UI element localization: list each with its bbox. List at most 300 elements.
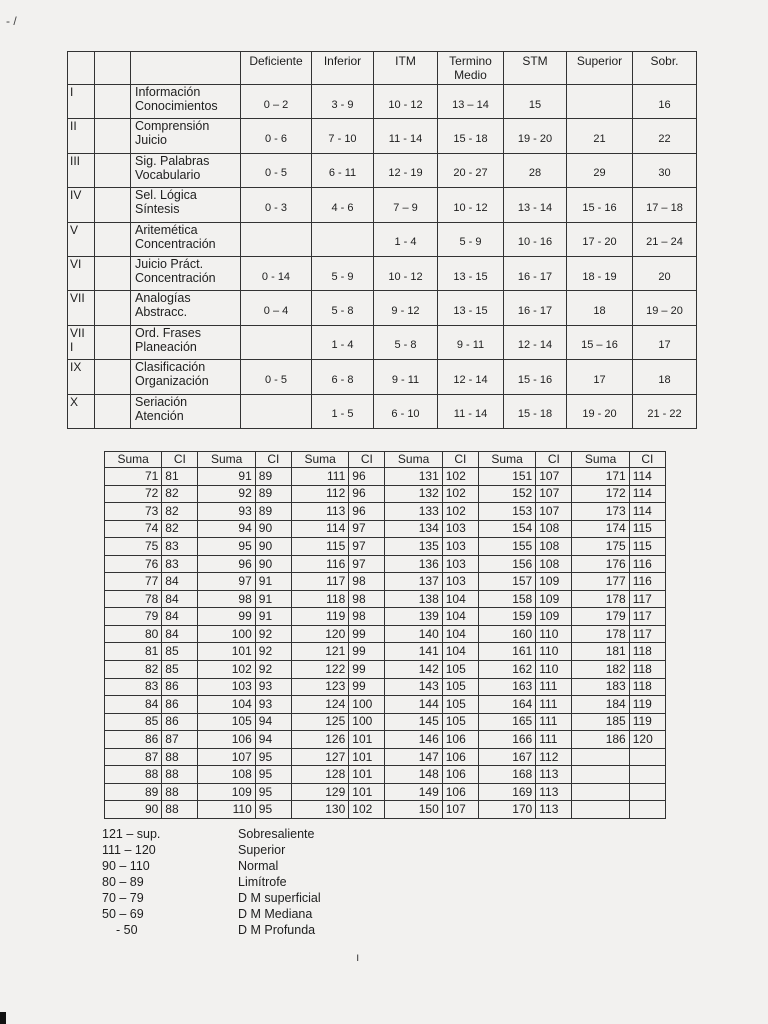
subtest-name-line1: Analogías bbox=[135, 291, 191, 306]
ci-value: 86 bbox=[162, 678, 198, 696]
ci-value bbox=[629, 783, 665, 801]
suma-value: 81 bbox=[105, 643, 162, 661]
suma-value: 71 bbox=[105, 468, 162, 486]
suma-value: 179 bbox=[572, 608, 629, 626]
ci-value: 91 bbox=[255, 573, 291, 591]
score-range-cell: 13 – 14 bbox=[438, 85, 504, 119]
ci-value: 117 bbox=[629, 625, 665, 643]
ci-value: 109 bbox=[536, 608, 572, 626]
ci-value: 105 bbox=[442, 661, 478, 679]
ci-value: 104 bbox=[442, 625, 478, 643]
score-range-cell bbox=[567, 85, 633, 119]
ci-value: 96 bbox=[349, 503, 385, 521]
ci-value: 116 bbox=[629, 573, 665, 591]
suma-value: 144 bbox=[385, 696, 442, 714]
suma-value: 152 bbox=[478, 485, 535, 503]
score-range-cell bbox=[241, 394, 312, 428]
scale-header-row bbox=[68, 52, 697, 85]
suma-value: 153 bbox=[478, 503, 535, 521]
suma-value: 167 bbox=[478, 748, 535, 766]
subtest-name-cell bbox=[131, 291, 241, 325]
ci-value: 118 bbox=[629, 661, 665, 679]
suma-value: 82 bbox=[105, 661, 162, 679]
suma-value: 80 bbox=[105, 625, 162, 643]
ci-value: 104 bbox=[442, 590, 478, 608]
suma-value: 126 bbox=[291, 731, 348, 749]
scale-row bbox=[68, 119, 697, 153]
suma-value: 84 bbox=[105, 696, 162, 714]
ci-value: 93 bbox=[255, 678, 291, 696]
ci-value: 103 bbox=[442, 555, 478, 573]
score-range-cell: 3 - 9 bbox=[312, 85, 374, 119]
conversion-row bbox=[105, 731, 666, 749]
score-range-cell: 17 bbox=[633, 325, 697, 359]
score-range-cell: 4 - 6 bbox=[312, 188, 374, 222]
ci-header: CI bbox=[629, 452, 665, 468]
ci-value: 101 bbox=[349, 731, 385, 749]
legend-row bbox=[102, 842, 362, 858]
subtest-name-cell bbox=[131, 85, 241, 119]
score-range-cell: 30 bbox=[633, 153, 697, 187]
ci-value: 84 bbox=[162, 573, 198, 591]
score-range-cell: 0 - 5 bbox=[241, 153, 312, 187]
score-range-cell: 29 bbox=[567, 153, 633, 187]
suma-value: 146 bbox=[385, 731, 442, 749]
score-range-cell: 5 - 9 bbox=[438, 222, 504, 256]
ci-value bbox=[629, 801, 665, 819]
suma-value: 121 bbox=[291, 643, 348, 661]
conversion-row bbox=[105, 538, 666, 556]
score-range-cell: 12 - 14 bbox=[438, 360, 504, 394]
suma-value: 123 bbox=[291, 678, 348, 696]
ci-value: 107 bbox=[536, 468, 572, 486]
ci-header: CI bbox=[162, 452, 198, 468]
ci-value bbox=[629, 748, 665, 766]
ci-value: 116 bbox=[629, 555, 665, 573]
subtest-name-line1: Ord. Frases bbox=[135, 325, 201, 340]
ci-value: 94 bbox=[255, 713, 291, 731]
suma-value: 79 bbox=[105, 608, 162, 626]
ci-value: 101 bbox=[349, 766, 385, 784]
ci-value: 81 bbox=[162, 468, 198, 486]
suma-value: 118 bbox=[291, 590, 348, 608]
ci-value: 117 bbox=[629, 608, 665, 626]
conversion-row bbox=[105, 661, 666, 679]
score-range-cell: 16 - 17 bbox=[504, 291, 567, 325]
suma-value: 139 bbox=[385, 608, 442, 626]
blank-cell bbox=[95, 394, 131, 428]
bottom-left-mark bbox=[0, 1012, 6, 1024]
ci-value: 85 bbox=[162, 661, 198, 679]
conversion-header-row bbox=[105, 452, 666, 468]
ci-value: 114 bbox=[629, 485, 665, 503]
subtest-name-line1: Información bbox=[135, 85, 201, 99]
suma-value: 112 bbox=[291, 485, 348, 503]
suma-value: 98 bbox=[198, 590, 255, 608]
suma-value: 157 bbox=[478, 573, 535, 591]
legend-label: D M Mediana bbox=[238, 907, 313, 921]
roman-numeral-cell: IX bbox=[68, 360, 95, 394]
score-range-cell: 5 - 9 bbox=[312, 256, 374, 290]
ci-value: 101 bbox=[349, 748, 385, 766]
subtest-name-line1: Juicio Práct. bbox=[135, 256, 204, 271]
score-range-cell: 10 - 12 bbox=[374, 85, 438, 119]
ci-value: 89 bbox=[255, 485, 291, 503]
suma-value: 182 bbox=[572, 661, 629, 679]
score-range-cell: 13 - 15 bbox=[438, 291, 504, 325]
ci-value: 86 bbox=[162, 713, 198, 731]
ci-value: 82 bbox=[162, 520, 198, 538]
suma-value bbox=[572, 748, 629, 766]
ci-value: 94 bbox=[255, 731, 291, 749]
scale-row bbox=[68, 85, 697, 119]
ci-value: 83 bbox=[162, 555, 198, 573]
subtest-name-cell bbox=[131, 325, 241, 359]
suma-value: 94 bbox=[198, 520, 255, 538]
ci-value: 105 bbox=[442, 678, 478, 696]
ci-value: 97 bbox=[349, 520, 385, 538]
suma-value: 178 bbox=[572, 590, 629, 608]
roman-numeral-cell: VII I bbox=[68, 325, 95, 359]
score-range-cell: 21 bbox=[567, 119, 633, 153]
suma-header: Suma bbox=[478, 452, 535, 468]
suma-value bbox=[572, 783, 629, 801]
roman-numeral-cell: V bbox=[68, 222, 95, 256]
suma-value: 185 bbox=[572, 713, 629, 731]
ci-value: 84 bbox=[162, 625, 198, 643]
ci-value: 98 bbox=[349, 573, 385, 591]
suma-value: 109 bbox=[198, 783, 255, 801]
suma-value: 141 bbox=[385, 643, 442, 661]
suma-value: 107 bbox=[198, 748, 255, 766]
ci-value: 111 bbox=[536, 731, 572, 749]
ci-value: 113 bbox=[536, 783, 572, 801]
scale-row bbox=[68, 256, 697, 290]
suma-value: 138 bbox=[385, 590, 442, 608]
ci-value: 104 bbox=[442, 643, 478, 661]
suma-value: 91 bbox=[198, 468, 255, 486]
ci-value: 114 bbox=[629, 503, 665, 521]
roman-numeral-cell: I bbox=[68, 85, 95, 119]
ci-value: 114 bbox=[629, 468, 665, 486]
suma-value: 101 bbox=[198, 643, 255, 661]
sum-to-ci-conversion-table bbox=[104, 451, 666, 819]
score-range-cell: 5 - 8 bbox=[312, 291, 374, 325]
suma-value: 87 bbox=[105, 748, 162, 766]
corner-mark: - / bbox=[6, 14, 17, 28]
score-range-cell bbox=[312, 222, 374, 256]
suma-value: 105 bbox=[198, 713, 255, 731]
scale-header-cell bbox=[68, 52, 95, 85]
ci-value: 108 bbox=[536, 555, 572, 573]
score-range-cell: 1 - 4 bbox=[312, 325, 374, 359]
score-range-cell: 0 - 5 bbox=[241, 360, 312, 394]
legend-label: Limítrofe bbox=[238, 875, 287, 889]
score-range-cell bbox=[241, 222, 312, 256]
suma-value: 96 bbox=[198, 555, 255, 573]
score-range-cell: 9 - 12 bbox=[374, 291, 438, 325]
ci-value: 92 bbox=[255, 661, 291, 679]
scale-row bbox=[68, 222, 697, 256]
ci-header: CI bbox=[442, 452, 478, 468]
ci-value: 103 bbox=[442, 538, 478, 556]
score-range-cell: 9 - 11 bbox=[438, 325, 504, 359]
score-range-cell: 22 bbox=[633, 119, 697, 153]
suma-value: 93 bbox=[198, 503, 255, 521]
subtest-name-line2: Concentración bbox=[135, 236, 216, 251]
suma-header: Suma bbox=[198, 452, 255, 468]
scale-header-cell: Termino Medio bbox=[438, 52, 504, 85]
ci-value: 119 bbox=[629, 696, 665, 714]
subtest-name-line2: Planeación bbox=[135, 339, 197, 354]
score-range-cell: 19 – 20 bbox=[633, 291, 697, 325]
legend-range: 111 – 120 bbox=[102, 843, 156, 857]
blank-cell bbox=[95, 85, 131, 119]
score-range-cell: 10 - 12 bbox=[438, 188, 504, 222]
suma-value: 130 bbox=[291, 801, 348, 819]
conversion-row bbox=[105, 608, 666, 626]
score-range-cell: 17 – 18 bbox=[633, 188, 697, 222]
suma-value: 78 bbox=[105, 590, 162, 608]
suma-value: 174 bbox=[572, 520, 629, 538]
score-range-cell: 6 - 10 bbox=[374, 394, 438, 428]
subtest-name-cell bbox=[131, 222, 241, 256]
suma-value: 111 bbox=[291, 468, 348, 486]
ci-value bbox=[629, 766, 665, 784]
subtest-name-line2: Organización bbox=[135, 374, 209, 389]
suma-value bbox=[572, 801, 629, 819]
suma-value: 83 bbox=[105, 678, 162, 696]
ci-value: 102 bbox=[442, 485, 478, 503]
suma-value: 74 bbox=[105, 520, 162, 538]
suma-value: 108 bbox=[198, 766, 255, 784]
ci-value: 112 bbox=[536, 748, 572, 766]
subtest-name-line2: Abstracc. bbox=[135, 305, 188, 320]
suma-value: 183 bbox=[572, 678, 629, 696]
ci-value: 91 bbox=[255, 608, 291, 626]
subtest-name-line1: Clasificación bbox=[135, 360, 206, 375]
page-mark: ı bbox=[356, 950, 360, 964]
ci-value: 113 bbox=[536, 801, 572, 819]
subtest-name-line2: Atención bbox=[135, 408, 184, 423]
suma-value: 178 bbox=[572, 625, 629, 643]
suma-value: 148 bbox=[385, 766, 442, 784]
suma-value: 155 bbox=[478, 538, 535, 556]
suma-value: 156 bbox=[478, 555, 535, 573]
suma-value: 103 bbox=[198, 678, 255, 696]
ci-value: 84 bbox=[162, 590, 198, 608]
score-range-cell: 20 bbox=[633, 256, 697, 290]
subtest-name-line2: Conocimientos bbox=[135, 99, 218, 113]
ci-value: 92 bbox=[255, 625, 291, 643]
blank-cell bbox=[95, 119, 131, 153]
legend-label: Superior bbox=[238, 843, 286, 857]
score-range-cell: 12 - 14 bbox=[504, 325, 567, 359]
ci-value: 106 bbox=[442, 748, 478, 766]
conversion-row bbox=[105, 713, 666, 731]
scale-range-table bbox=[67, 51, 697, 429]
score-range-cell: 11 - 14 bbox=[374, 119, 438, 153]
legend-row bbox=[102, 858, 362, 874]
ci-value: 90 bbox=[255, 555, 291, 573]
score-range-cell: 18 bbox=[633, 360, 697, 394]
ci-value: 120 bbox=[629, 731, 665, 749]
ci-value: 108 bbox=[536, 520, 572, 538]
conversion-row bbox=[105, 801, 666, 819]
ci-value: 102 bbox=[349, 801, 385, 819]
score-range-cell: 17 bbox=[567, 360, 633, 394]
suma-header: Suma bbox=[572, 452, 629, 468]
suma-value: 128 bbox=[291, 766, 348, 784]
scale-header-cell bbox=[95, 52, 131, 85]
suma-value: 143 bbox=[385, 678, 442, 696]
suma-value: 131 bbox=[385, 468, 442, 486]
ci-value: 92 bbox=[255, 643, 291, 661]
ci-value: 106 bbox=[442, 731, 478, 749]
ci-value: 101 bbox=[349, 783, 385, 801]
suma-value: 117 bbox=[291, 573, 348, 591]
legend-row bbox=[102, 826, 362, 842]
subtest-name-cell bbox=[131, 153, 241, 187]
score-range-cell: 0 – 4 bbox=[241, 291, 312, 325]
subtest-name-line1: Sel. Lógica bbox=[135, 188, 197, 203]
ci-value: 102 bbox=[442, 503, 478, 521]
ci-value: 109 bbox=[536, 573, 572, 591]
suma-value: 106 bbox=[198, 731, 255, 749]
ci-value: 115 bbox=[629, 538, 665, 556]
scale-row bbox=[68, 291, 697, 325]
ci-value: 107 bbox=[536, 503, 572, 521]
legend-row bbox=[102, 874, 362, 890]
ci-value: 84 bbox=[162, 608, 198, 626]
subtest-name-line2: Síntesis bbox=[135, 202, 180, 217]
ci-value: 86 bbox=[162, 696, 198, 714]
blank-cell bbox=[95, 188, 131, 222]
score-range-cell: 0 – 2 bbox=[241, 85, 312, 119]
ci-value: 96 bbox=[349, 468, 385, 486]
score-range-cell: 0 - 3 bbox=[241, 188, 312, 222]
ci-value: 108 bbox=[536, 538, 572, 556]
ci-value: 95 bbox=[255, 766, 291, 784]
score-range-cell: 15 - 16 bbox=[567, 188, 633, 222]
suma-value: 100 bbox=[198, 625, 255, 643]
suma-value: 161 bbox=[478, 643, 535, 661]
suma-value: 102 bbox=[198, 661, 255, 679]
score-range-cell: 19 - 20 bbox=[567, 394, 633, 428]
subtest-name-cell bbox=[131, 360, 241, 394]
scale-row bbox=[68, 325, 697, 359]
suma-value: 132 bbox=[385, 485, 442, 503]
suma-value: 125 bbox=[291, 713, 348, 731]
conversion-row bbox=[105, 573, 666, 591]
legend-range: 121 – sup. bbox=[102, 827, 161, 841]
suma-value: 171 bbox=[572, 468, 629, 486]
ci-value: 104 bbox=[442, 608, 478, 626]
ci-value: 111 bbox=[536, 678, 572, 696]
suma-value: 92 bbox=[198, 485, 255, 503]
ci-value: 105 bbox=[442, 713, 478, 731]
suma-value: 176 bbox=[572, 555, 629, 573]
scale-header-cell: Inferior bbox=[312, 52, 374, 85]
suma-header: Suma bbox=[385, 452, 442, 468]
ci-value: 98 bbox=[349, 608, 385, 626]
ci-value: 115 bbox=[629, 520, 665, 538]
suma-value: 165 bbox=[478, 713, 535, 731]
score-range-cell: 17 - 20 bbox=[567, 222, 633, 256]
legend-label: D M Profunda bbox=[238, 923, 316, 937]
score-range-cell: 15 - 18 bbox=[438, 119, 504, 153]
score-range-cell: 15 – 16 bbox=[567, 325, 633, 359]
conversion-row bbox=[105, 485, 666, 503]
ci-value: 88 bbox=[162, 783, 198, 801]
subtest-name-cell bbox=[131, 119, 241, 153]
legend-label: Sobresaliente bbox=[238, 827, 315, 841]
ci-value: 95 bbox=[255, 783, 291, 801]
ci-value: 90 bbox=[255, 520, 291, 538]
suma-value: 77 bbox=[105, 573, 162, 591]
scale-row bbox=[68, 360, 697, 394]
suma-value: 168 bbox=[478, 766, 535, 784]
conversion-row bbox=[105, 783, 666, 801]
suma-value: 122 bbox=[291, 661, 348, 679]
suma-value bbox=[572, 766, 629, 784]
scale-row bbox=[68, 394, 697, 428]
suma-value: 142 bbox=[385, 661, 442, 679]
score-range-cell: 19 - 20 bbox=[504, 119, 567, 153]
suma-value: 76 bbox=[105, 555, 162, 573]
suma-value: 145 bbox=[385, 713, 442, 731]
score-range-cell: 21 – 24 bbox=[633, 222, 697, 256]
roman-numeral-cell: IV bbox=[68, 188, 95, 222]
score-range-cell: 28 bbox=[504, 153, 567, 187]
conversion-row bbox=[105, 555, 666, 573]
suma-value: 158 bbox=[478, 590, 535, 608]
ci-value: 82 bbox=[162, 485, 198, 503]
ci-value: 90 bbox=[255, 538, 291, 556]
subtest-name-cell bbox=[131, 394, 241, 428]
ci-value: 100 bbox=[349, 696, 385, 714]
score-range-cell bbox=[241, 325, 312, 359]
ci-value: 97 bbox=[349, 538, 385, 556]
ci-value: 103 bbox=[442, 520, 478, 538]
ci-value: 83 bbox=[162, 538, 198, 556]
suma-value: 164 bbox=[478, 696, 535, 714]
ci-value: 91 bbox=[255, 590, 291, 608]
suma-value: 140 bbox=[385, 625, 442, 643]
suma-value: 104 bbox=[198, 696, 255, 714]
suma-value: 175 bbox=[572, 538, 629, 556]
ci-header: CI bbox=[349, 452, 385, 468]
scale-header-cell bbox=[131, 52, 241, 85]
ci-value: 111 bbox=[536, 713, 572, 731]
subtest-name-line1: Aritemética bbox=[135, 222, 198, 237]
score-range-cell: 13 - 15 bbox=[438, 256, 504, 290]
ci-value: 97 bbox=[349, 555, 385, 573]
ci-value: 110 bbox=[536, 643, 572, 661]
scale-row bbox=[68, 153, 697, 187]
suma-value: 170 bbox=[478, 801, 535, 819]
score-range-cell: 21 - 22 bbox=[633, 394, 697, 428]
suma-value: 186 bbox=[572, 731, 629, 749]
suma-value: 149 bbox=[385, 783, 442, 801]
ci-value: 107 bbox=[442, 801, 478, 819]
score-range-cell: 15 bbox=[504, 85, 567, 119]
conversion-row bbox=[105, 766, 666, 784]
score-range-cell: 0 - 6 bbox=[241, 119, 312, 153]
scale-row bbox=[68, 188, 697, 222]
scale-header-cell: Deficiente bbox=[241, 52, 312, 85]
conversion-row bbox=[105, 643, 666, 661]
